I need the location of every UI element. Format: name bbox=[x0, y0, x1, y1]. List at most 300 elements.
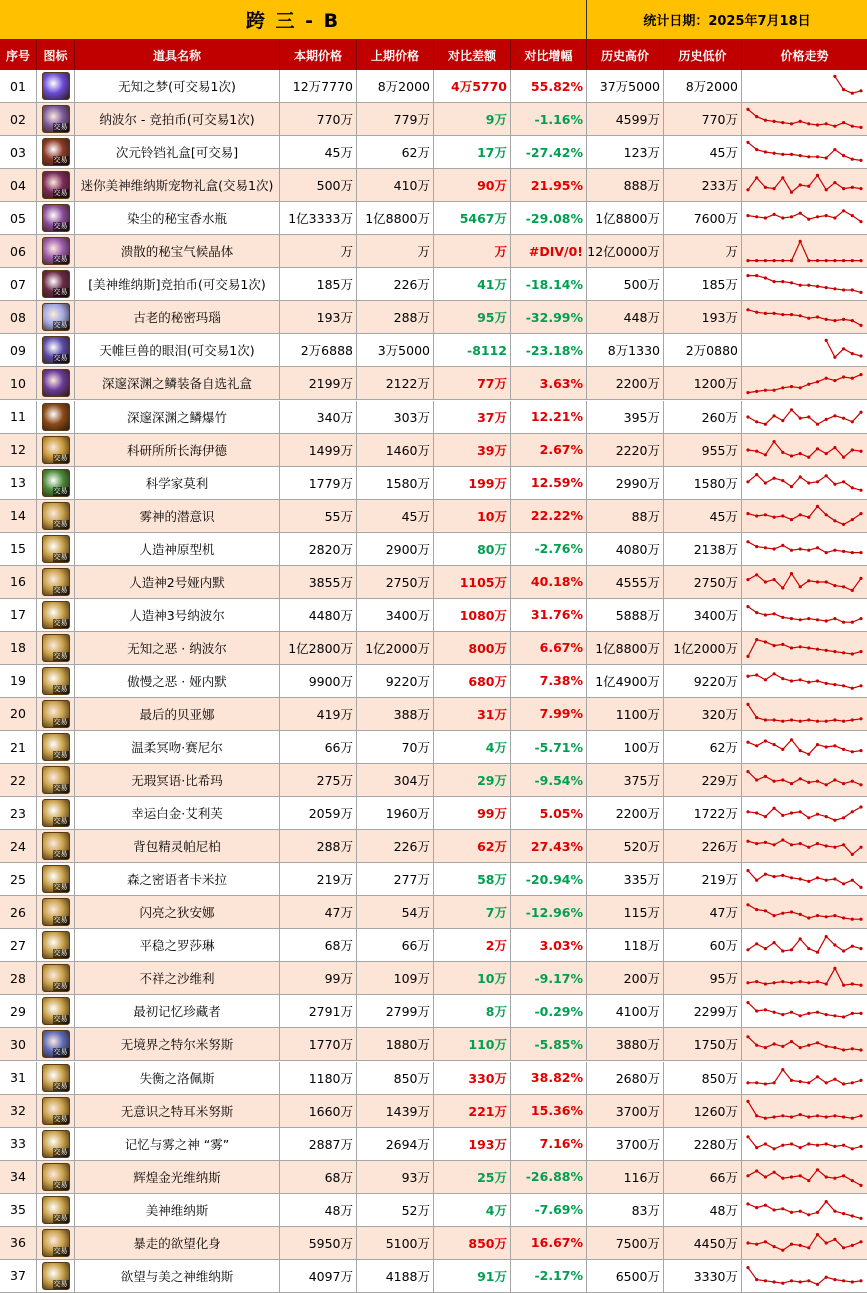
trend-point bbox=[773, 515, 776, 518]
table-row bbox=[0, 1095, 867, 1128]
trend-point bbox=[746, 655, 749, 658]
history-low: 193万 bbox=[664, 301, 742, 333]
history-high: 4599万 bbox=[587, 103, 664, 135]
trend-point bbox=[859, 617, 862, 620]
current-price: 1779万 bbox=[280, 467, 357, 499]
price-pct: 12.59% bbox=[511, 467, 587, 499]
trend-point bbox=[833, 75, 836, 78]
table-row bbox=[0, 962, 867, 995]
current-price: 275万 bbox=[280, 764, 357, 796]
trend-point bbox=[842, 816, 845, 819]
item-icon-cell bbox=[37, 1161, 75, 1193]
card-icon bbox=[42, 1229, 70, 1257]
trend-point bbox=[799, 1046, 802, 1049]
row-number: 28 bbox=[0, 962, 37, 994]
purple-orb-icon bbox=[42, 72, 70, 100]
trade-badge: 交易 bbox=[53, 751, 68, 759]
trend-point bbox=[790, 718, 793, 721]
trend-point bbox=[781, 980, 784, 983]
trend-point bbox=[773, 187, 776, 190]
trend-point bbox=[790, 1279, 793, 1282]
trend-point bbox=[842, 882, 845, 885]
trend-point bbox=[781, 1248, 784, 1251]
item-icon-cell bbox=[37, 962, 75, 994]
current-price: 4097万 bbox=[280, 1260, 357, 1292]
trade-badge: 交易 bbox=[53, 651, 68, 660]
item-icon-cell bbox=[37, 136, 75, 168]
trend-point bbox=[755, 259, 758, 262]
history-low: 2299万 bbox=[664, 995, 742, 1027]
item-icon-cell bbox=[37, 665, 75, 697]
trend-point bbox=[746, 810, 749, 813]
trend-point bbox=[816, 951, 819, 954]
trend-point bbox=[851, 589, 854, 592]
trend-point bbox=[799, 1015, 802, 1018]
trend-point bbox=[781, 1207, 784, 1210]
price-trend-sparkline bbox=[742, 70, 867, 102]
trade-badge: 交易 bbox=[53, 189, 68, 198]
price-trend-sparkline bbox=[742, 1028, 867, 1060]
previous-price: 288万 bbox=[357, 301, 434, 333]
trend-point bbox=[833, 1209, 836, 1212]
trend-point bbox=[799, 1146, 802, 1149]
item-icon-cell bbox=[37, 169, 75, 201]
trend-point bbox=[746, 903, 749, 906]
table-row bbox=[0, 797, 867, 830]
item-icon-cell bbox=[37, 599, 75, 631]
trend-point bbox=[816, 123, 819, 126]
trend-point bbox=[755, 942, 758, 945]
trend-point bbox=[799, 878, 802, 881]
trend-point bbox=[816, 422, 819, 425]
trend-point bbox=[790, 948, 793, 951]
trend-point bbox=[842, 318, 845, 321]
price-diff: 680万 bbox=[434, 665, 511, 697]
header-pct: 对比增幅 bbox=[511, 40, 587, 70]
trend-point bbox=[825, 1175, 828, 1178]
price-pct: 55.82% bbox=[511, 70, 587, 102]
item-name: 最后的贝亚娜 bbox=[75, 698, 280, 730]
price-trend-sparkline bbox=[742, 1128, 867, 1160]
previous-price: 62万 bbox=[357, 136, 434, 168]
trend-point bbox=[773, 120, 776, 123]
price-diff: 17万 bbox=[434, 136, 511, 168]
trend-point bbox=[825, 915, 828, 918]
trend-point bbox=[781, 839, 784, 842]
trend-point bbox=[764, 481, 767, 484]
trend-point bbox=[825, 259, 828, 262]
trend-point bbox=[807, 415, 810, 418]
trend-point bbox=[816, 447, 819, 450]
trend-point bbox=[842, 1174, 845, 1177]
trend-point bbox=[825, 214, 828, 217]
trend-point bbox=[790, 738, 793, 741]
item-icon-cell bbox=[37, 533, 75, 565]
trend-point bbox=[781, 643, 784, 646]
previous-price: 5100万 bbox=[357, 1227, 434, 1259]
trend-point bbox=[773, 982, 776, 985]
row-number: 15 bbox=[0, 533, 37, 565]
trend-point bbox=[781, 153, 784, 156]
price-pct: 21.95% bbox=[511, 169, 587, 201]
previous-price: 54万 bbox=[357, 896, 434, 928]
trend-point bbox=[790, 1210, 793, 1213]
trend-point bbox=[807, 515, 810, 518]
header-current-price: 本期价格 bbox=[280, 40, 357, 70]
previous-price: 226万 bbox=[357, 830, 434, 862]
price-pct: -5.71% bbox=[511, 731, 587, 763]
history-high: 375万 bbox=[587, 764, 664, 796]
trend-point bbox=[833, 1114, 836, 1117]
current-price: 45万 bbox=[280, 136, 357, 168]
price-pct: -29.08% bbox=[511, 202, 587, 234]
price-trend-sparkline bbox=[742, 202, 867, 234]
previous-price: 3万5000 bbox=[357, 334, 434, 366]
trend-point bbox=[790, 646, 793, 649]
trend-point bbox=[781, 677, 784, 680]
card-icon bbox=[42, 1097, 70, 1125]
current-price: 219万 bbox=[280, 863, 357, 895]
trend-point bbox=[755, 908, 758, 911]
venus-coin-icon bbox=[42, 270, 70, 298]
history-high: 2990万 bbox=[587, 467, 664, 499]
trend-point bbox=[773, 612, 776, 615]
history-high: 1亿4900万 bbox=[587, 665, 664, 697]
trade-badge: 交易 bbox=[53, 784, 68, 793]
history-low: 1260万 bbox=[664, 1095, 742, 1127]
trend-point bbox=[825, 783, 828, 786]
trend-point bbox=[781, 176, 784, 179]
price-pct: 38.82% bbox=[511, 1062, 587, 1094]
trend-point bbox=[746, 1001, 749, 1004]
trend-point bbox=[790, 122, 793, 125]
row-number: 14 bbox=[0, 500, 37, 532]
previous-price: 1460万 bbox=[357, 434, 434, 466]
trend-point bbox=[807, 1081, 810, 1084]
current-price: 1660万 bbox=[280, 1095, 357, 1127]
item-name: 科研所所长海伊德 bbox=[75, 434, 280, 466]
trend-point bbox=[842, 1016, 845, 1019]
trend-line bbox=[835, 76, 861, 93]
trend-point bbox=[825, 1142, 828, 1145]
trend-point bbox=[773, 1115, 776, 1118]
trade-badge: 交易 bbox=[53, 552, 68, 561]
trend-point bbox=[851, 214, 854, 217]
trend-point bbox=[790, 281, 793, 284]
trend-point bbox=[799, 284, 802, 287]
trend-point bbox=[833, 944, 836, 947]
trend-point bbox=[833, 446, 836, 449]
previous-price: 2900万 bbox=[357, 533, 434, 565]
trend-point bbox=[859, 187, 862, 190]
trade-badge: 交易 bbox=[53, 1213, 68, 1222]
trend-point bbox=[816, 720, 819, 723]
trend-point bbox=[816, 813, 819, 816]
trend-point bbox=[842, 1143, 845, 1146]
previous-price: 2122万 bbox=[357, 367, 434, 399]
table-row bbox=[0, 863, 867, 896]
price-diff: 5467万 bbox=[434, 202, 511, 234]
trend-point bbox=[816, 381, 819, 384]
trend-point bbox=[807, 383, 810, 386]
item-icon-cell bbox=[37, 467, 75, 499]
history-high: 88万 bbox=[587, 500, 664, 532]
trend-point bbox=[833, 683, 836, 686]
trend-point bbox=[816, 285, 819, 288]
trend-point bbox=[842, 88, 845, 91]
price-diff: 77万 bbox=[434, 367, 511, 399]
price-pct: 2.67% bbox=[511, 434, 587, 466]
trend-point bbox=[816, 1114, 819, 1117]
previous-price: 52万 bbox=[357, 1194, 434, 1226]
item-icon-cell bbox=[37, 235, 75, 267]
current-price: 340万 bbox=[280, 401, 357, 433]
history-low: 8万2000 bbox=[664, 70, 742, 102]
trend-point bbox=[825, 745, 828, 748]
history-low: 226万 bbox=[664, 830, 742, 862]
trend-point bbox=[799, 452, 802, 455]
trend-point bbox=[859, 551, 862, 554]
trend-point bbox=[764, 1009, 767, 1012]
trend-point bbox=[773, 843, 776, 846]
history-high: 83万 bbox=[587, 1194, 664, 1226]
price-pct: -32.99% bbox=[511, 301, 587, 333]
trend-point bbox=[807, 880, 810, 883]
history-low: 95万 bbox=[664, 962, 742, 994]
table-title: 跨 三 - B bbox=[0, 0, 587, 40]
trade-badge: 交易 bbox=[53, 618, 68, 627]
table-row bbox=[0, 533, 867, 566]
trend-point bbox=[773, 213, 776, 216]
trend-point bbox=[833, 287, 836, 290]
trend-point bbox=[773, 1147, 776, 1150]
history-high: 100万 bbox=[587, 731, 664, 763]
trend-point bbox=[799, 1113, 802, 1116]
trade-badge: 交易 bbox=[53, 255, 68, 264]
card-icon bbox=[42, 469, 70, 497]
trend-point bbox=[764, 1203, 767, 1206]
trend-point bbox=[851, 420, 854, 423]
trend-point bbox=[833, 125, 836, 128]
trend-point bbox=[807, 122, 810, 125]
table-row bbox=[0, 1260, 867, 1293]
item-name: 欲望与美之神维纳斯 bbox=[75, 1260, 280, 1292]
trend-point bbox=[825, 649, 828, 652]
trend-point bbox=[773, 578, 776, 581]
trend-point bbox=[851, 259, 854, 262]
trend-point bbox=[781, 543, 784, 546]
trend-point bbox=[790, 485, 793, 488]
current-price: 47万 bbox=[280, 896, 357, 928]
trend-point bbox=[781, 912, 784, 915]
trend-point bbox=[764, 1116, 767, 1119]
trend-point bbox=[764, 718, 767, 721]
trade-badge: 交易 bbox=[53, 486, 68, 495]
card-icon bbox=[42, 931, 70, 959]
trend-line bbox=[748, 242, 861, 261]
table-row bbox=[0, 929, 867, 962]
price-diff: 330万 bbox=[434, 1062, 511, 1094]
trend-point bbox=[746, 605, 749, 608]
trend-point bbox=[859, 947, 862, 950]
trend-point bbox=[755, 673, 758, 676]
trend-point bbox=[799, 547, 802, 550]
item-icon-cell bbox=[37, 764, 75, 796]
trend-point bbox=[764, 1046, 767, 1049]
trend-point bbox=[799, 154, 802, 157]
trend-point bbox=[807, 947, 810, 950]
trend-point bbox=[781, 313, 784, 316]
price-diff: 29万 bbox=[434, 764, 511, 796]
trend-point bbox=[842, 950, 845, 953]
trade-badge: 交易 bbox=[53, 850, 68, 859]
trend-point bbox=[790, 385, 793, 388]
trend-point bbox=[746, 512, 749, 515]
trend-point bbox=[781, 1114, 784, 1117]
stats-date: 统计日期：2025年7月18日 bbox=[587, 0, 867, 40]
price-trend-sparkline bbox=[742, 235, 867, 267]
trend-point bbox=[773, 914, 776, 917]
row-number: 36 bbox=[0, 1227, 37, 1259]
trend-point bbox=[746, 274, 749, 277]
trend-point bbox=[833, 1176, 836, 1179]
card-icon bbox=[42, 1130, 70, 1158]
trend-point bbox=[851, 1280, 854, 1283]
price-pct: 6.67% bbox=[511, 632, 587, 664]
card-icon bbox=[42, 898, 70, 926]
trend-point bbox=[859, 1144, 862, 1147]
trend-point bbox=[825, 1045, 828, 1048]
price-trend-sparkline bbox=[742, 434, 867, 466]
trend-point bbox=[799, 585, 802, 588]
trade-badge: 交易 bbox=[53, 916, 68, 925]
trend-point bbox=[825, 318, 828, 321]
item-name: 天帷巨兽的眼泪(可交易1次) bbox=[75, 334, 280, 366]
trend-point bbox=[816, 546, 819, 549]
card-icon bbox=[42, 997, 70, 1025]
price-pct: -18.14% bbox=[511, 268, 587, 300]
header-no: 序号 bbox=[0, 40, 37, 70]
trend-point bbox=[833, 259, 836, 262]
trend-point bbox=[816, 155, 819, 158]
history-low: 62万 bbox=[664, 731, 742, 763]
trend-point bbox=[746, 578, 749, 581]
trend-point bbox=[781, 814, 784, 817]
trend-point bbox=[859, 291, 862, 294]
price-trend-sparkline bbox=[742, 764, 867, 796]
price-pct: -5.85% bbox=[511, 1028, 587, 1060]
trend-point bbox=[842, 455, 845, 458]
trend-point bbox=[825, 1081, 828, 1084]
price-diff: 4万 bbox=[434, 731, 511, 763]
trend-point bbox=[764, 1240, 767, 1243]
history-high: 12亿0000万 bbox=[587, 235, 664, 267]
trend-point bbox=[833, 1278, 836, 1281]
trade-badge: 交易 bbox=[53, 453, 68, 462]
price-diff: 193万 bbox=[434, 1128, 511, 1160]
trend-point bbox=[816, 647, 819, 650]
card-icon bbox=[42, 1196, 70, 1224]
current-price: 12万7770 bbox=[280, 70, 357, 102]
trend-point bbox=[790, 408, 793, 411]
trend-point bbox=[746, 259, 749, 262]
item-icon-cell bbox=[37, 1062, 75, 1094]
trend-point bbox=[851, 486, 854, 489]
previous-price: 1580万 bbox=[357, 467, 434, 499]
trend-point bbox=[842, 782, 845, 785]
price-pct: -27.42% bbox=[511, 136, 587, 168]
history-high: 3880万 bbox=[587, 1028, 664, 1060]
trend-point bbox=[816, 1233, 819, 1236]
price-pct: 7.16% bbox=[511, 1128, 587, 1160]
trade-badge: 交易 bbox=[53, 1246, 68, 1255]
trend-point bbox=[755, 1206, 758, 1209]
previous-price: 779万 bbox=[357, 103, 434, 135]
previous-price: 9220万 bbox=[357, 665, 434, 697]
price-pct: 3.63% bbox=[511, 367, 587, 399]
row-number: 07 bbox=[0, 268, 37, 300]
trend-point bbox=[851, 448, 854, 451]
history-high: 1亿8800万 bbox=[587, 632, 664, 664]
price-pct: 16.67% bbox=[511, 1227, 587, 1259]
trend-point bbox=[755, 1146, 758, 1149]
table-row bbox=[0, 1062, 867, 1095]
trend-point bbox=[764, 389, 767, 392]
item-name: 无瑕冥语·比希玛 bbox=[75, 764, 280, 796]
table-row bbox=[0, 500, 867, 533]
trend-point bbox=[773, 1245, 776, 1248]
trend-point bbox=[842, 720, 845, 723]
trend-point bbox=[859, 488, 862, 491]
table-row bbox=[0, 334, 867, 367]
trend-point bbox=[825, 1115, 828, 1118]
table-row bbox=[0, 1227, 867, 1260]
previous-price: 2694万 bbox=[357, 1128, 434, 1160]
history-low: 320万 bbox=[664, 698, 742, 730]
trend-point bbox=[842, 549, 845, 552]
history-high: 118万 bbox=[587, 929, 664, 961]
trade-badge: 交易 bbox=[53, 222, 68, 231]
trend-point bbox=[755, 879, 758, 882]
trade-badge: 交易 bbox=[53, 354, 68, 363]
trend-point bbox=[755, 420, 758, 423]
trend-point bbox=[851, 983, 854, 986]
price-diff: 4万5770 bbox=[434, 70, 511, 102]
row-number: 13 bbox=[0, 467, 37, 499]
price-trend-sparkline bbox=[742, 467, 867, 499]
previous-price: 109万 bbox=[357, 962, 434, 994]
trend-point bbox=[816, 679, 819, 682]
trend-point bbox=[790, 215, 793, 218]
item-name: 雾神的潜意识 bbox=[75, 500, 280, 532]
trend-point bbox=[842, 154, 845, 157]
trend-point bbox=[799, 1174, 802, 1177]
trend-point bbox=[781, 1281, 784, 1284]
previous-price: 万 bbox=[357, 235, 434, 267]
item-name: 背包精灵帕尼柏 bbox=[75, 830, 280, 862]
header-icon: 图标 bbox=[37, 40, 75, 70]
trend-point bbox=[790, 1142, 793, 1145]
item-name: 深邃深渊之鳞爆竹 bbox=[75, 401, 280, 433]
trend-point bbox=[851, 652, 854, 655]
history-low: 45万 bbox=[664, 500, 742, 532]
trend-point bbox=[764, 1175, 767, 1178]
trend-point bbox=[799, 842, 802, 845]
trend-point bbox=[746, 1036, 749, 1039]
trend-point bbox=[781, 121, 784, 124]
current-price: 419万 bbox=[280, 698, 357, 730]
item-icon-cell bbox=[37, 334, 75, 366]
